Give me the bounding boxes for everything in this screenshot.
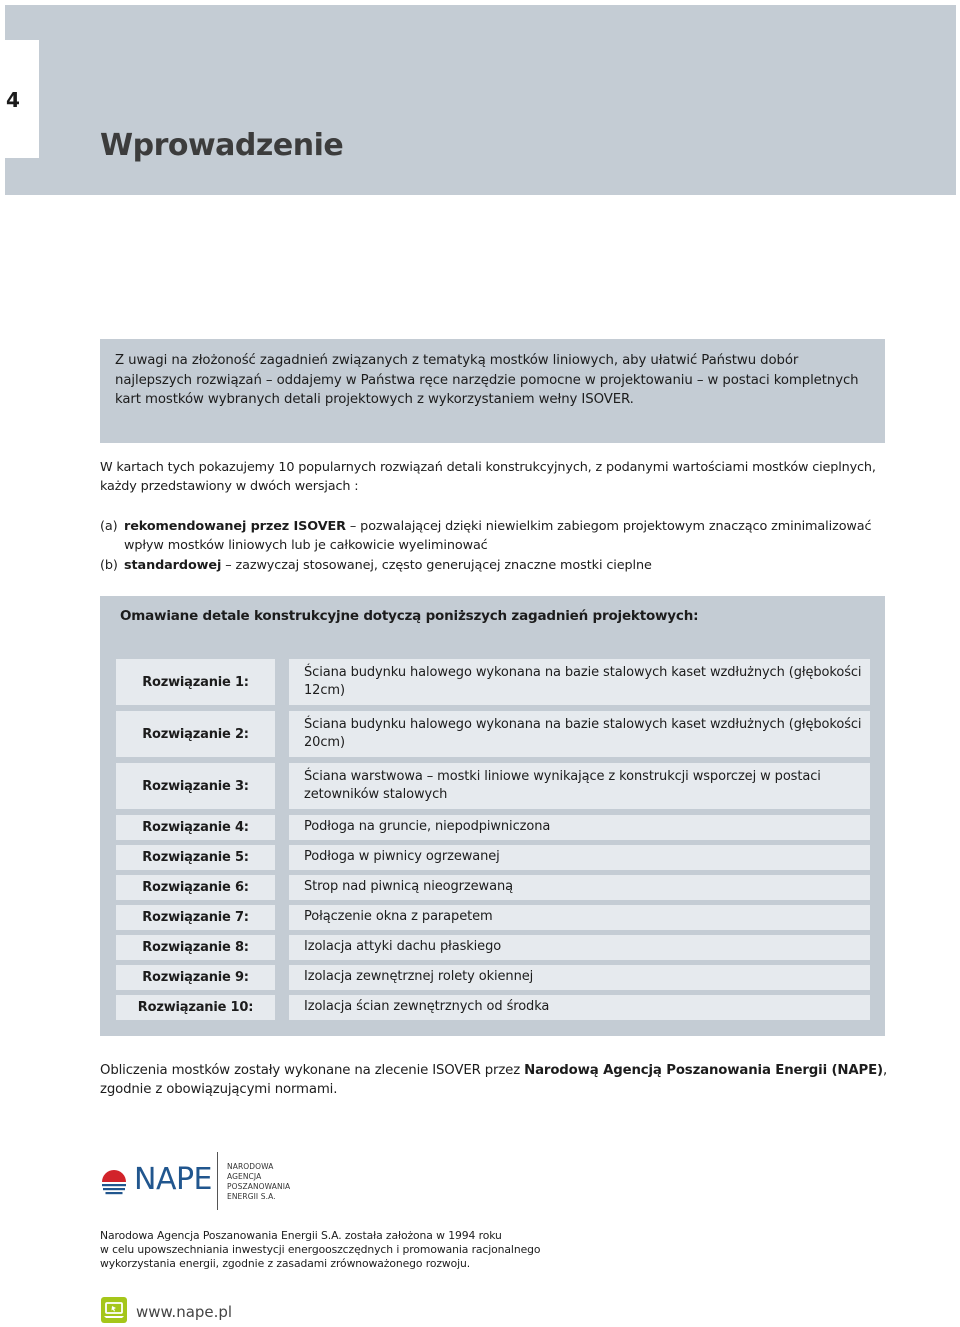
solution-label: Rozwiązanie 8:: [116, 935, 275, 960]
variant-text: – zazwyczaj stosowanej, często generującej znaczne mostki cieplne: [221, 558, 652, 573]
solution-label: Rozwiązanie 1:: [116, 659, 275, 705]
solution-label: Rozwiązanie 4:: [116, 815, 275, 840]
solution-label: Rozwiązanie 7:: [116, 905, 275, 930]
solution-description: Izolacja ścian zewnętrznych od środka: [289, 995, 870, 1020]
solution-label: Rozwiązanie 6:: [116, 875, 275, 900]
solution-label: Rozwiązanie 9:: [116, 965, 275, 990]
solution-description: Ściana budynku halowego wykonana na bazie stalowych kaset wzdłużnych (głębokości 12cm): [289, 659, 870, 705]
solution-description: Strop nad piwnicą nieogrzewaną: [289, 875, 870, 900]
logo-subtitle-line: POSZANOWANIA: [227, 1182, 291, 1191]
solution-description: Izolacja zewnętrznej rolety okiennej: [289, 965, 870, 990]
solution-description: Podłoga w piwnicy ogrzewanej: [289, 845, 870, 870]
website-link[interactable]: www.nape.pl: [136, 1303, 233, 1321]
logo-subtitle-line: AGENCJA: [227, 1172, 262, 1181]
solution-label: Rozwiązanie 5:: [116, 845, 275, 870]
solution-description: Izolacja attyki dachu płaskiego: [289, 935, 870, 960]
logo-subtitle-line: NARODOWA: [227, 1162, 274, 1171]
logo-subtitle-line: ENERGII S.A.: [227, 1192, 276, 1201]
variant-item-a: [100, 517, 890, 555]
variant-text: – pozwalającej dzięki niewielkim zabiegom projektowym znacząco zminimalizować wpływ mostków liniowych lub je całkowicie wyeliminować: [124, 519, 872, 553]
variant-marker: (a): [100, 519, 118, 534]
solution-description: Podłoga na gruncie, niepodpiwniczona: [289, 815, 870, 840]
header-band: [5, 5, 956, 195]
note-text: Obliczenia mostków zostały wykonane na zlecenie ISOVER przez: [100, 1063, 525, 1078]
solution-label: Rozwiązanie 10:: [116, 995, 275, 1020]
note-text: , zgodnie z obowiązującymi normami.: [100, 1063, 888, 1097]
variant-term: standardowej: [124, 558, 222, 573]
nape-description-line: w celu upowszechniania inwestycji energooszczędnych i promowania racjonalnego: [100, 1243, 541, 1256]
intro-box: [100, 339, 885, 443]
nape-description-line: wykorzystania energii, zgodnie z zasadami zrównoważonego rozwoju.: [100, 1257, 471, 1270]
variant-term: rekomendowanej przez ISOVER: [124, 519, 346, 534]
variant-item-b: [100, 556, 890, 575]
body-paragraph: W kartach tych pokazujemy 10 popularnych rozwiązań detali konstrukcyjnych, z podanymi wartościami mostków cieplnych, każdy przedstawiony w dwóch wersjach :: [100, 460, 876, 494]
solution-label: Rozwiązanie 3:: [116, 763, 275, 809]
web-laptop-icon: [100, 1296, 128, 1324]
nape-logo: [100, 1152, 300, 1212]
nape-name: Narodową Agencją Poszanowania Energii (NAPE): [524, 1063, 883, 1078]
intro-text: Z uwagi na złożoność zagadnień związanych z tematyką mostków liniowych, aby ułatwić Państwu dobór najlepszych rozwiązań – oddajemy w Państwa ręce narzędzie pomocne w projektowaniu – w postaci kompletnych kart mostków wybranych detali projektowych z wykorzystaniem wełny ISOVER.: [115, 353, 859, 407]
nape-description: [100, 1229, 600, 1271]
topics-heading: Omawiane detale konstrukcyjne dotyczą poniższych zagadnień projektowych:: [120, 608, 699, 624]
solution-description: Połączenie okna z parapetem: [289, 905, 870, 930]
page-number: 4: [6, 88, 20, 112]
variant-marker: (b): [100, 558, 118, 573]
solution-description: Ściana warstwowa – mostki liniowe wynikające z konstrukcji wsporczej w postaci zetowników stalowych: [289, 763, 870, 809]
topics-panel: [100, 596, 885, 1036]
page-title: Wprowadzenie: [100, 128, 344, 163]
nape-description-line: Narodowa Agencja Poszanowania Energii S.A. została założona w 1994 roku: [100, 1229, 502, 1242]
solution-description: Ściana budynku halowego wykonana na bazie stalowych kaset wzdłużnych (głębokości 20cm): [289, 711, 870, 757]
logo-wordmark: NAPE: [134, 1162, 213, 1197]
nape-logo-mark-icon: [100, 1169, 128, 1197]
calculation-note: [100, 1062, 900, 1099]
solution-label: Rozwiązanie 2:: [116, 711, 275, 757]
logo-separator: [217, 1152, 218, 1210]
